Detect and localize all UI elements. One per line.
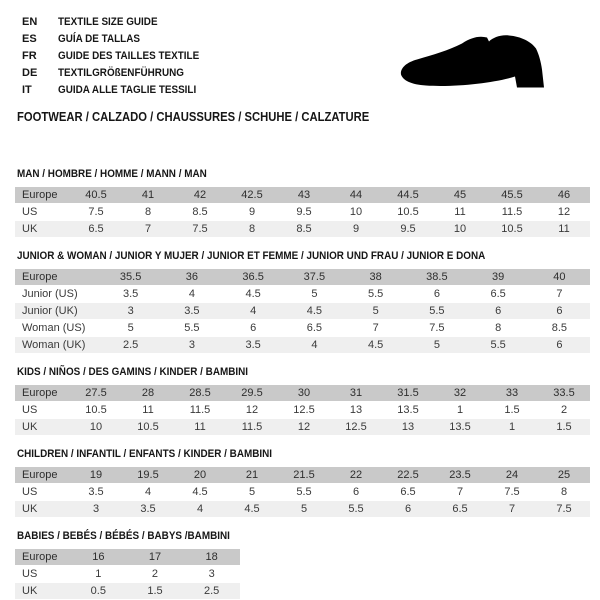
language-label: GUIDA ALLE TAGLIE TESSILI <box>58 83 197 96</box>
language-label: TEXTILE SIZE GUIDE <box>58 15 158 28</box>
size-section-babies <box>15 530 600 600</box>
size-cell: 8.5 <box>174 204 226 221</box>
row-label: US <box>15 204 70 221</box>
size-cell: 33.5 <box>538 385 590 402</box>
table-row <box>15 204 590 221</box>
size-cell: 4 <box>284 337 345 354</box>
size-cell: 43 <box>278 187 330 204</box>
size-cell: 7.5 <box>486 484 538 501</box>
row-label: Europe <box>15 467 70 484</box>
size-cell: 30 <box>278 385 330 402</box>
size-section-title-text: BABIES / BEBÉS / BÉBÉS / BABYS /BAMBINI <box>17 530 230 542</box>
size-section-title <box>17 250 600 263</box>
size-cell: 0.5 <box>70 583 127 600</box>
table-row <box>15 337 590 354</box>
size-cell: 13 <box>330 402 382 419</box>
size-cell: 9.5 <box>382 221 434 238</box>
size-cell: 13.5 <box>434 419 486 436</box>
size-cell: 6 <box>382 501 434 518</box>
size-cell: 8 <box>468 320 529 337</box>
size-cell: 38 <box>345 269 406 286</box>
size-cell: 22.5 <box>382 467 434 484</box>
size-cell: 4.5 <box>345 337 406 354</box>
size-cell: 5 <box>278 501 330 518</box>
size-tables <box>15 168 600 600</box>
row-label: US <box>15 566 70 583</box>
size-cell: 22 <box>330 467 382 484</box>
size-cell: 31.5 <box>382 385 434 402</box>
size-cell: 11.5 <box>226 419 278 436</box>
size-cell: 4 <box>223 303 284 320</box>
size-cell: 5 <box>406 337 467 354</box>
size-cell: 3.5 <box>223 337 284 354</box>
size-cell: 3 <box>70 501 122 518</box>
size-cell: 35.5 <box>100 269 161 286</box>
size-cell: 19.5 <box>122 467 174 484</box>
size-cell: 12.5 <box>330 419 382 436</box>
size-cell: 46 <box>538 187 590 204</box>
size-cell: 2.5 <box>183 583 240 600</box>
size-cell: 4.5 <box>174 484 226 501</box>
size-cell: 4 <box>161 286 222 303</box>
size-cell: 10 <box>434 221 486 238</box>
language-code: FR <box>22 49 37 62</box>
size-cell: 40 <box>529 269 590 286</box>
size-cell: 37.5 <box>284 269 345 286</box>
size-cell: 8 <box>122 204 174 221</box>
size-cell: 7 <box>486 501 538 518</box>
size-cell: 11 <box>122 402 174 419</box>
size-cell: 1 <box>486 419 538 436</box>
size-cell: 7 <box>529 286 590 303</box>
size-cell: 3 <box>183 566 240 583</box>
size-cell: 24 <box>486 467 538 484</box>
table-row <box>15 583 240 600</box>
row-label: UK <box>15 501 70 518</box>
table-row <box>15 269 590 286</box>
size-cell: 4 <box>174 501 226 518</box>
size-cell: 7 <box>345 320 406 337</box>
dress-shoe-icon <box>398 34 572 94</box>
size-cell: 11.5 <box>486 204 538 221</box>
size-section-children <box>15 448 600 518</box>
language-code: DE <box>22 66 38 79</box>
size-cell: 18 <box>183 549 240 566</box>
size-cell: 6 <box>468 303 529 320</box>
size-cell: 3.5 <box>122 501 174 518</box>
size-cell: 40.5 <box>70 187 122 204</box>
size-table-man <box>15 187 590 238</box>
size-cell: 25 <box>538 467 590 484</box>
size-cell: 4 <box>122 484 174 501</box>
size-cell: 38.5 <box>406 269 467 286</box>
table-row <box>15 320 590 337</box>
size-cell: 39 <box>468 269 529 286</box>
size-cell: 41 <box>122 187 174 204</box>
size-cell: 1 <box>70 566 127 583</box>
size-section-title <box>17 168 600 181</box>
size-cell: 5 <box>226 484 278 501</box>
size-cell: 8.5 <box>529 320 590 337</box>
size-cell: 13 <box>382 419 434 436</box>
size-cell: 3 <box>100 303 161 320</box>
row-label: US <box>15 484 70 501</box>
size-cell: 10.5 <box>122 419 174 436</box>
language-code: ES <box>22 32 37 45</box>
size-section-title-text: KIDS / NIÑOS / DES GAMINS / KINDER / BAMBINI <box>17 366 249 378</box>
size-cell: 5.5 <box>345 286 406 303</box>
size-cell: 7.5 <box>174 221 226 238</box>
size-cell: 4.5 <box>223 286 284 303</box>
size-cell: 5.5 <box>161 320 222 337</box>
table-row <box>15 467 590 484</box>
size-cell: 45 <box>434 187 486 204</box>
size-cell: 31 <box>330 385 382 402</box>
size-cell: 12 <box>278 419 330 436</box>
size-cell: 10.5 <box>382 204 434 221</box>
size-cell: 45.5 <box>486 187 538 204</box>
size-cell: 21.5 <box>278 467 330 484</box>
size-cell: 42.5 <box>226 187 278 204</box>
size-cell: 6 <box>223 320 284 337</box>
size-cell: 6 <box>529 303 590 320</box>
row-label: Europe <box>15 549 70 566</box>
size-cell: 10.5 <box>486 221 538 238</box>
row-label: UK <box>15 583 70 600</box>
row-label: UK <box>15 419 70 436</box>
row-label: US <box>15 402 70 419</box>
size-cell: 8 <box>538 484 590 501</box>
size-section-kids <box>15 366 600 436</box>
size-cell: 6.5 <box>70 221 122 238</box>
size-cell: 12.5 <box>278 402 330 419</box>
size-cell: 1.5 <box>486 402 538 419</box>
size-cell: 28.5 <box>174 385 226 402</box>
size-cell: 1.5 <box>127 583 184 600</box>
size-cell: 28 <box>122 385 174 402</box>
size-cell: 13.5 <box>382 402 434 419</box>
size-cell: 7.5 <box>70 204 122 221</box>
row-label: Woman (UK) <box>15 337 100 354</box>
size-cell: 7.5 <box>406 320 467 337</box>
size-cell: 17 <box>127 549 184 566</box>
table-row <box>15 484 590 501</box>
table-row <box>15 402 590 419</box>
size-cell: 9 <box>226 204 278 221</box>
table-row <box>15 221 590 238</box>
size-cell: 5 <box>100 320 161 337</box>
size-cell: 42 <box>174 187 226 204</box>
size-cell: 4.5 <box>226 501 278 518</box>
size-cell: 9.5 <box>278 204 330 221</box>
size-cell: 7 <box>122 221 174 238</box>
size-section-junior-woman <box>15 250 600 354</box>
size-cell: 27.5 <box>70 385 122 402</box>
size-section-title-text: MAN / HOMBRE / HOMME / MANN / MAN <box>17 168 207 180</box>
size-section-title <box>17 366 600 379</box>
size-cell: 33 <box>486 385 538 402</box>
table-row <box>15 419 590 436</box>
size-cell: 9 <box>330 221 382 238</box>
size-cell: 23.5 <box>434 467 486 484</box>
table-row <box>15 566 240 583</box>
table-row <box>15 501 590 518</box>
row-label: Woman (US) <box>15 320 100 337</box>
size-cell: 1.5 <box>538 419 590 436</box>
size-cell: 5.5 <box>406 303 467 320</box>
language-label: TEXTILGRÖßENFÜHRUNG <box>58 66 184 79</box>
size-cell: 3.5 <box>161 303 222 320</box>
size-cell: 2.5 <box>100 337 161 354</box>
table-row <box>15 187 590 204</box>
size-cell: 10 <box>330 204 382 221</box>
size-cell: 12 <box>538 204 590 221</box>
size-cell: 12 <box>226 402 278 419</box>
language-label: GUÍA DE TALLAS <box>58 32 140 45</box>
size-cell: 8 <box>226 221 278 238</box>
size-cell: 32 <box>434 385 486 402</box>
size-cell: 36 <box>161 269 222 286</box>
table-row <box>15 286 590 303</box>
size-cell: 6 <box>330 484 382 501</box>
category-line: FOOTWEAR / CALZADO / CHAUSSURES / SCHUHE / CALZATURE <box>17 110 370 124</box>
size-cell: 5 <box>345 303 406 320</box>
size-cell: 5.5 <box>278 484 330 501</box>
table-row <box>15 303 590 320</box>
size-cell: 10.5 <box>70 402 122 419</box>
row-label: UK <box>15 221 70 238</box>
size-cell: 6.5 <box>382 484 434 501</box>
size-cell: 19 <box>70 467 122 484</box>
size-table-children <box>15 467 590 518</box>
size-cell: 6 <box>406 286 467 303</box>
size-section-title <box>17 530 600 543</box>
size-cell: 2 <box>127 566 184 583</box>
row-label: Europe <box>15 269 100 286</box>
language-label: GUIDE DES TAILLES TEXTILE <box>58 49 200 62</box>
size-cell: 7 <box>434 484 486 501</box>
size-section-title-text: CHILDREN / INFANTIL / ENFANTS / KINDER / BAMBINI <box>17 448 273 460</box>
size-section-title <box>17 448 600 461</box>
language-row-en <box>22 13 600 30</box>
size-cell: 2 <box>538 402 590 419</box>
size-cell: 5.5 <box>468 337 529 354</box>
size-cell: 8.5 <box>278 221 330 238</box>
size-cell: 6.5 <box>434 501 486 518</box>
size-table-kids <box>15 385 590 436</box>
size-cell: 29.5 <box>226 385 278 402</box>
row-label: Junior (US) <box>15 286 100 303</box>
size-cell: 6.5 <box>468 286 529 303</box>
size-cell: 5.5 <box>330 501 382 518</box>
row-label: Europe <box>15 187 70 204</box>
row-label: Europe <box>15 385 70 402</box>
size-section-title-text: JUNIOR & WOMAN / JUNIOR Y MUJER / JUNIOR ET FEMME / JUNIOR UND FRAU / JUNIOR E DONA <box>17 250 486 262</box>
size-cell: 6.5 <box>284 320 345 337</box>
size-table-junior-woman <box>15 269 590 354</box>
size-cell: 5 <box>284 286 345 303</box>
size-cell: 44 <box>330 187 382 204</box>
size-cell: 11 <box>434 204 486 221</box>
size-cell: 7.5 <box>538 501 590 518</box>
size-cell: 16 <box>70 549 127 566</box>
size-cell: 20 <box>174 467 226 484</box>
size-cell: 11 <box>538 221 590 238</box>
size-cell: 21 <box>226 467 278 484</box>
size-cell: 3 <box>161 337 222 354</box>
size-cell: 6 <box>529 337 590 354</box>
size-cell: 1 <box>434 402 486 419</box>
row-label: Junior (UK) <box>15 303 100 320</box>
table-row <box>15 385 590 402</box>
size-cell: 44.5 <box>382 187 434 204</box>
size-cell: 4.5 <box>284 303 345 320</box>
size-cell: 3.5 <box>100 286 161 303</box>
size-section-man <box>15 168 600 238</box>
size-cell: 36.5 <box>223 269 284 286</box>
size-cell: 11.5 <box>174 402 226 419</box>
table-row <box>15 549 240 566</box>
size-cell: 11 <box>174 419 226 436</box>
language-code: IT <box>22 83 32 96</box>
language-code: EN <box>22 15 38 28</box>
size-table-babies <box>15 549 240 600</box>
size-cell: 3.5 <box>70 484 122 501</box>
size-cell: 10 <box>70 419 122 436</box>
